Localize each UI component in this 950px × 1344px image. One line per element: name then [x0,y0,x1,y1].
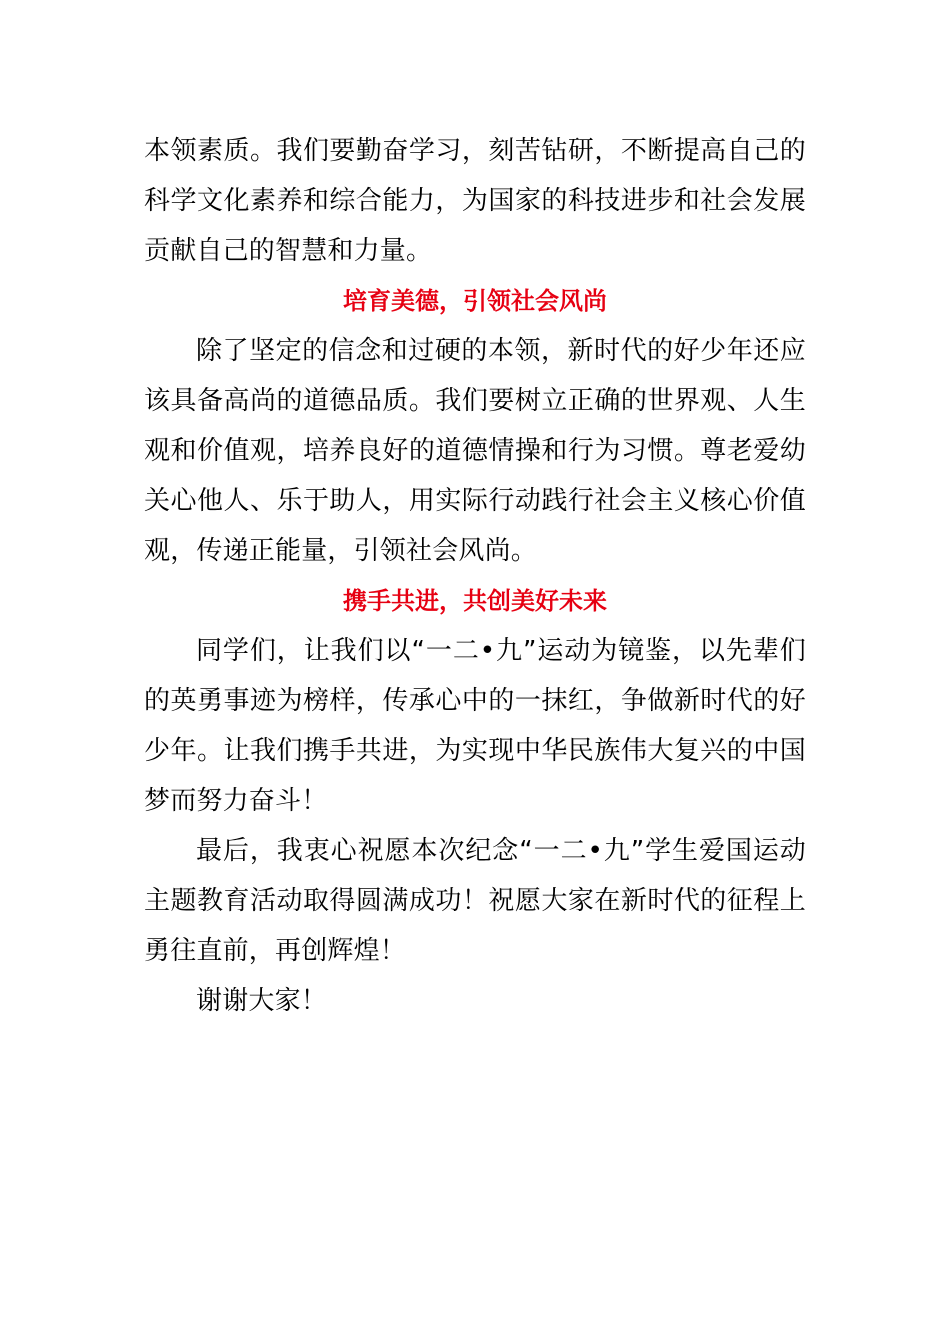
paragraph-continued: 本领素质。我们要勤奋学习，刻苦钻研，不断提高自己的科学文化素养和综合能力，为国家的科技进步和社会发展贡献自己的智慧和力量。 [144,136,806,266]
paragraph-wishes: 最后，我衷心祝愿本次纪念“一二•九”学生爱国运动主题教育活动取得圆满成功！祝愿大家在新时代的征程上勇往直前，再创辉煌！ [144,836,806,966]
section-heading-together: 携手共进，共创美好未来 [343,587,607,615]
document-body [144,126,806,1026]
paragraph-together: 同学们，让我们以“一二•九”运动为镜鉴，以先辈们的英勇事迹为榜样，传承心中的一抹红，争做新时代的好少年。让我们携手共进，为实现中华民族伟大复兴的中国梦而努力奋斗！ [144,636,806,816]
section-heading-morality: 培育美德，引领社会风尚 [343,287,607,315]
paragraph-thanks: 谢谢大家！ [196,986,328,1016]
paragraph-morality: 除了坚定的信念和过硬的本领，新时代的好少年还应该具备高尚的道德品质。我们要树立正确的世界观、人生观和价值观，培养良好的道德情操和行为习惯。尊老爱幼关心他人、乐于助人，用实际行动践行社会主义核心价值观，传递正能量，引领社会风尚。 [144,336,806,566]
